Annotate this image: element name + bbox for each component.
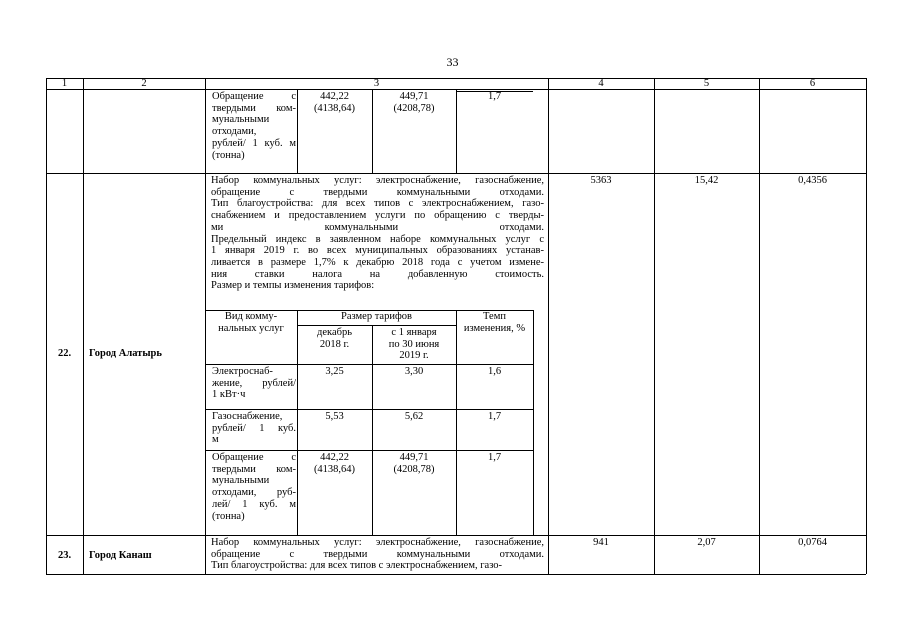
inner-row-border	[205, 450, 533, 451]
inner-header-tariff-size: Размер тарифов	[341, 311, 412, 322]
tariff-change-rate: 1,7	[487, 411, 502, 422]
row-description: Тип благоустройства: для всех типов с электроснабжением, газо-	[211, 198, 544, 210]
column-header-1: 1	[61, 78, 68, 89]
column-divider	[548, 173, 549, 535]
municipality-name: Город Канаш	[89, 550, 152, 561]
population-value: 5363	[590, 175, 612, 186]
service-name: рублей/ 1 куб.	[212, 422, 296, 434]
column-divider	[654, 173, 655, 535]
column-header-6: 6	[809, 78, 816, 89]
column-divider	[548, 89, 549, 173]
column-divider	[205, 89, 206, 173]
row-description: Предельный индекс в заявленном наборе коммунальных услуг с	[211, 233, 544, 245]
inner-header-jan-jun-2019: 2019 г.	[399, 350, 429, 362]
service-name: (тонна)	[212, 149, 245, 161]
inner-header-december-2018: 2018 г.	[319, 338, 350, 350]
column-divider	[83, 173, 84, 535]
service-name: (тонна)	[212, 510, 245, 522]
row-description: Размер и темпы изменения тарифов:	[211, 280, 375, 292]
row-description: Набор коммунальных услуг: электроснабжение, газоснабжение,	[211, 175, 544, 186]
service-name: твердыми ком-	[212, 102, 296, 114]
column-header-5: 5	[703, 78, 710, 89]
service-name: мунальными	[212, 475, 270, 487]
tariff-december-2018: (4138,64)	[313, 102, 356, 114]
column-divider	[83, 535, 84, 574]
inner-header-change-rate: изменения, %	[463, 322, 526, 334]
tariff-jan-jun-2019: (4208,78)	[393, 463, 435, 475]
column-divider	[759, 173, 760, 535]
row-description: 1 января 2019 г. во всех муниципальных образованиях устанав-	[211, 245, 544, 257]
service-name: рублей/ 1 куб. м	[212, 137, 296, 149]
service-name: отходами, руб-	[212, 487, 296, 499]
column-divider	[866, 535, 867, 574]
column-divider	[205, 173, 206, 535]
tariff-jan-jun-2019: (4208,78)	[393, 102, 435, 114]
column-header-3: 3	[373, 78, 380, 89]
column-divider	[205, 535, 206, 574]
service-name: Электроснаб-	[212, 366, 273, 377]
inner-header-subdivider	[297, 325, 456, 326]
header-column-divider	[866, 78, 867, 89]
column-divider	[759, 89, 760, 173]
column-header-4: 4	[598, 78, 604, 89]
tariff-change-rate: 1,7	[487, 452, 502, 463]
service-name: 1 кВт·ч	[212, 389, 246, 401]
row-number: 22.	[57, 348, 72, 359]
page-number: 33	[446, 55, 459, 69]
tariff-jan-jun-2019: 3,30	[404, 366, 424, 377]
inner-header-jan-jun-2019: с 1 января	[391, 327, 437, 338]
row-description: снабжением и предоставлением услуги по обращению с тверды-	[211, 210, 544, 222]
row-description: обращение с твердыми коммунальными отходами.	[211, 186, 544, 198]
tariff-december-2018: 5,53	[325, 411, 344, 422]
row-border	[46, 173, 866, 174]
tariff-jan-jun-2019: 449,71	[399, 452, 429, 463]
service-name: твердыми ком-	[212, 463, 296, 475]
inner-header-jan-jun-2019: по 30 июня	[388, 338, 440, 350]
column-divider	[83, 89, 84, 173]
population-share: 15,42	[694, 175, 719, 186]
row-description: ния ставки налога на добавленную стоимость.	[211, 268, 544, 280]
service-name: Обращение с	[212, 452, 296, 463]
tariff-change-rate: 1,7	[487, 91, 502, 102]
row-description: обращение с твердыми коммунальными отходами.	[211, 548, 544, 560]
service-name: жение, рублей/	[212, 377, 296, 389]
ratio-value: 0,0764	[798, 537, 827, 548]
row-description: ливается в размере 1,7% к декабрю 2018 года с учетом измене-	[211, 256, 544, 268]
inner-header-bottom	[205, 364, 533, 365]
column-divider	[46, 89, 47, 173]
table-bottom-border	[46, 574, 866, 575]
row-border	[46, 535, 866, 536]
municipality-name: Город Алатырь	[89, 348, 162, 359]
inner-header-service-type: Вид комму-	[224, 311, 278, 322]
tariff-jan-jun-2019: 5,62	[404, 411, 424, 422]
tariff-jan-jun-2019: 449,71	[399, 91, 429, 102]
service-name: отходами,	[212, 126, 257, 138]
tariff-december-2018: 442,22	[320, 91, 349, 102]
inner-header-change-rate: Темп	[483, 311, 506, 322]
service-name: мунальными	[212, 114, 270, 126]
inner-header-december-2018: декабрь	[317, 327, 352, 338]
tariff-december-2018: (4138,64)	[313, 463, 356, 475]
row-description: Тип благоустройства: для всех типов с электроснабжением, газо-	[211, 560, 503, 572]
column-divider	[866, 89, 867, 173]
service-name: Газоснабжение,	[212, 411, 283, 422]
service-name: м	[212, 434, 219, 446]
column-divider	[866, 173, 867, 535]
tariff-december-2018: 442,22	[320, 452, 349, 463]
service-name: лей/ 1 куб. м	[212, 498, 296, 510]
population-value: 941	[593, 537, 609, 548]
inner-row-border	[205, 409, 533, 410]
tariff-change-rate: 1,6	[487, 366, 502, 377]
inner-column-divider	[533, 310, 534, 535]
tariff-december-2018: 3,25	[325, 366, 344, 377]
column-header-2: 2	[141, 78, 147, 89]
row-description: Набор коммунальных услуг: электроснабжение, газоснабжение,	[211, 537, 544, 548]
inner-header-service-type: нальных услуг	[218, 322, 284, 334]
row-description: ми коммунальными отходами.	[211, 221, 544, 233]
service-name: Обращение с	[212, 91, 296, 102]
column-divider	[654, 89, 655, 173]
population-share: 2,07	[697, 537, 716, 548]
ratio-value: 0,4356	[798, 175, 827, 186]
row-number: 23.	[57, 550, 72, 561]
